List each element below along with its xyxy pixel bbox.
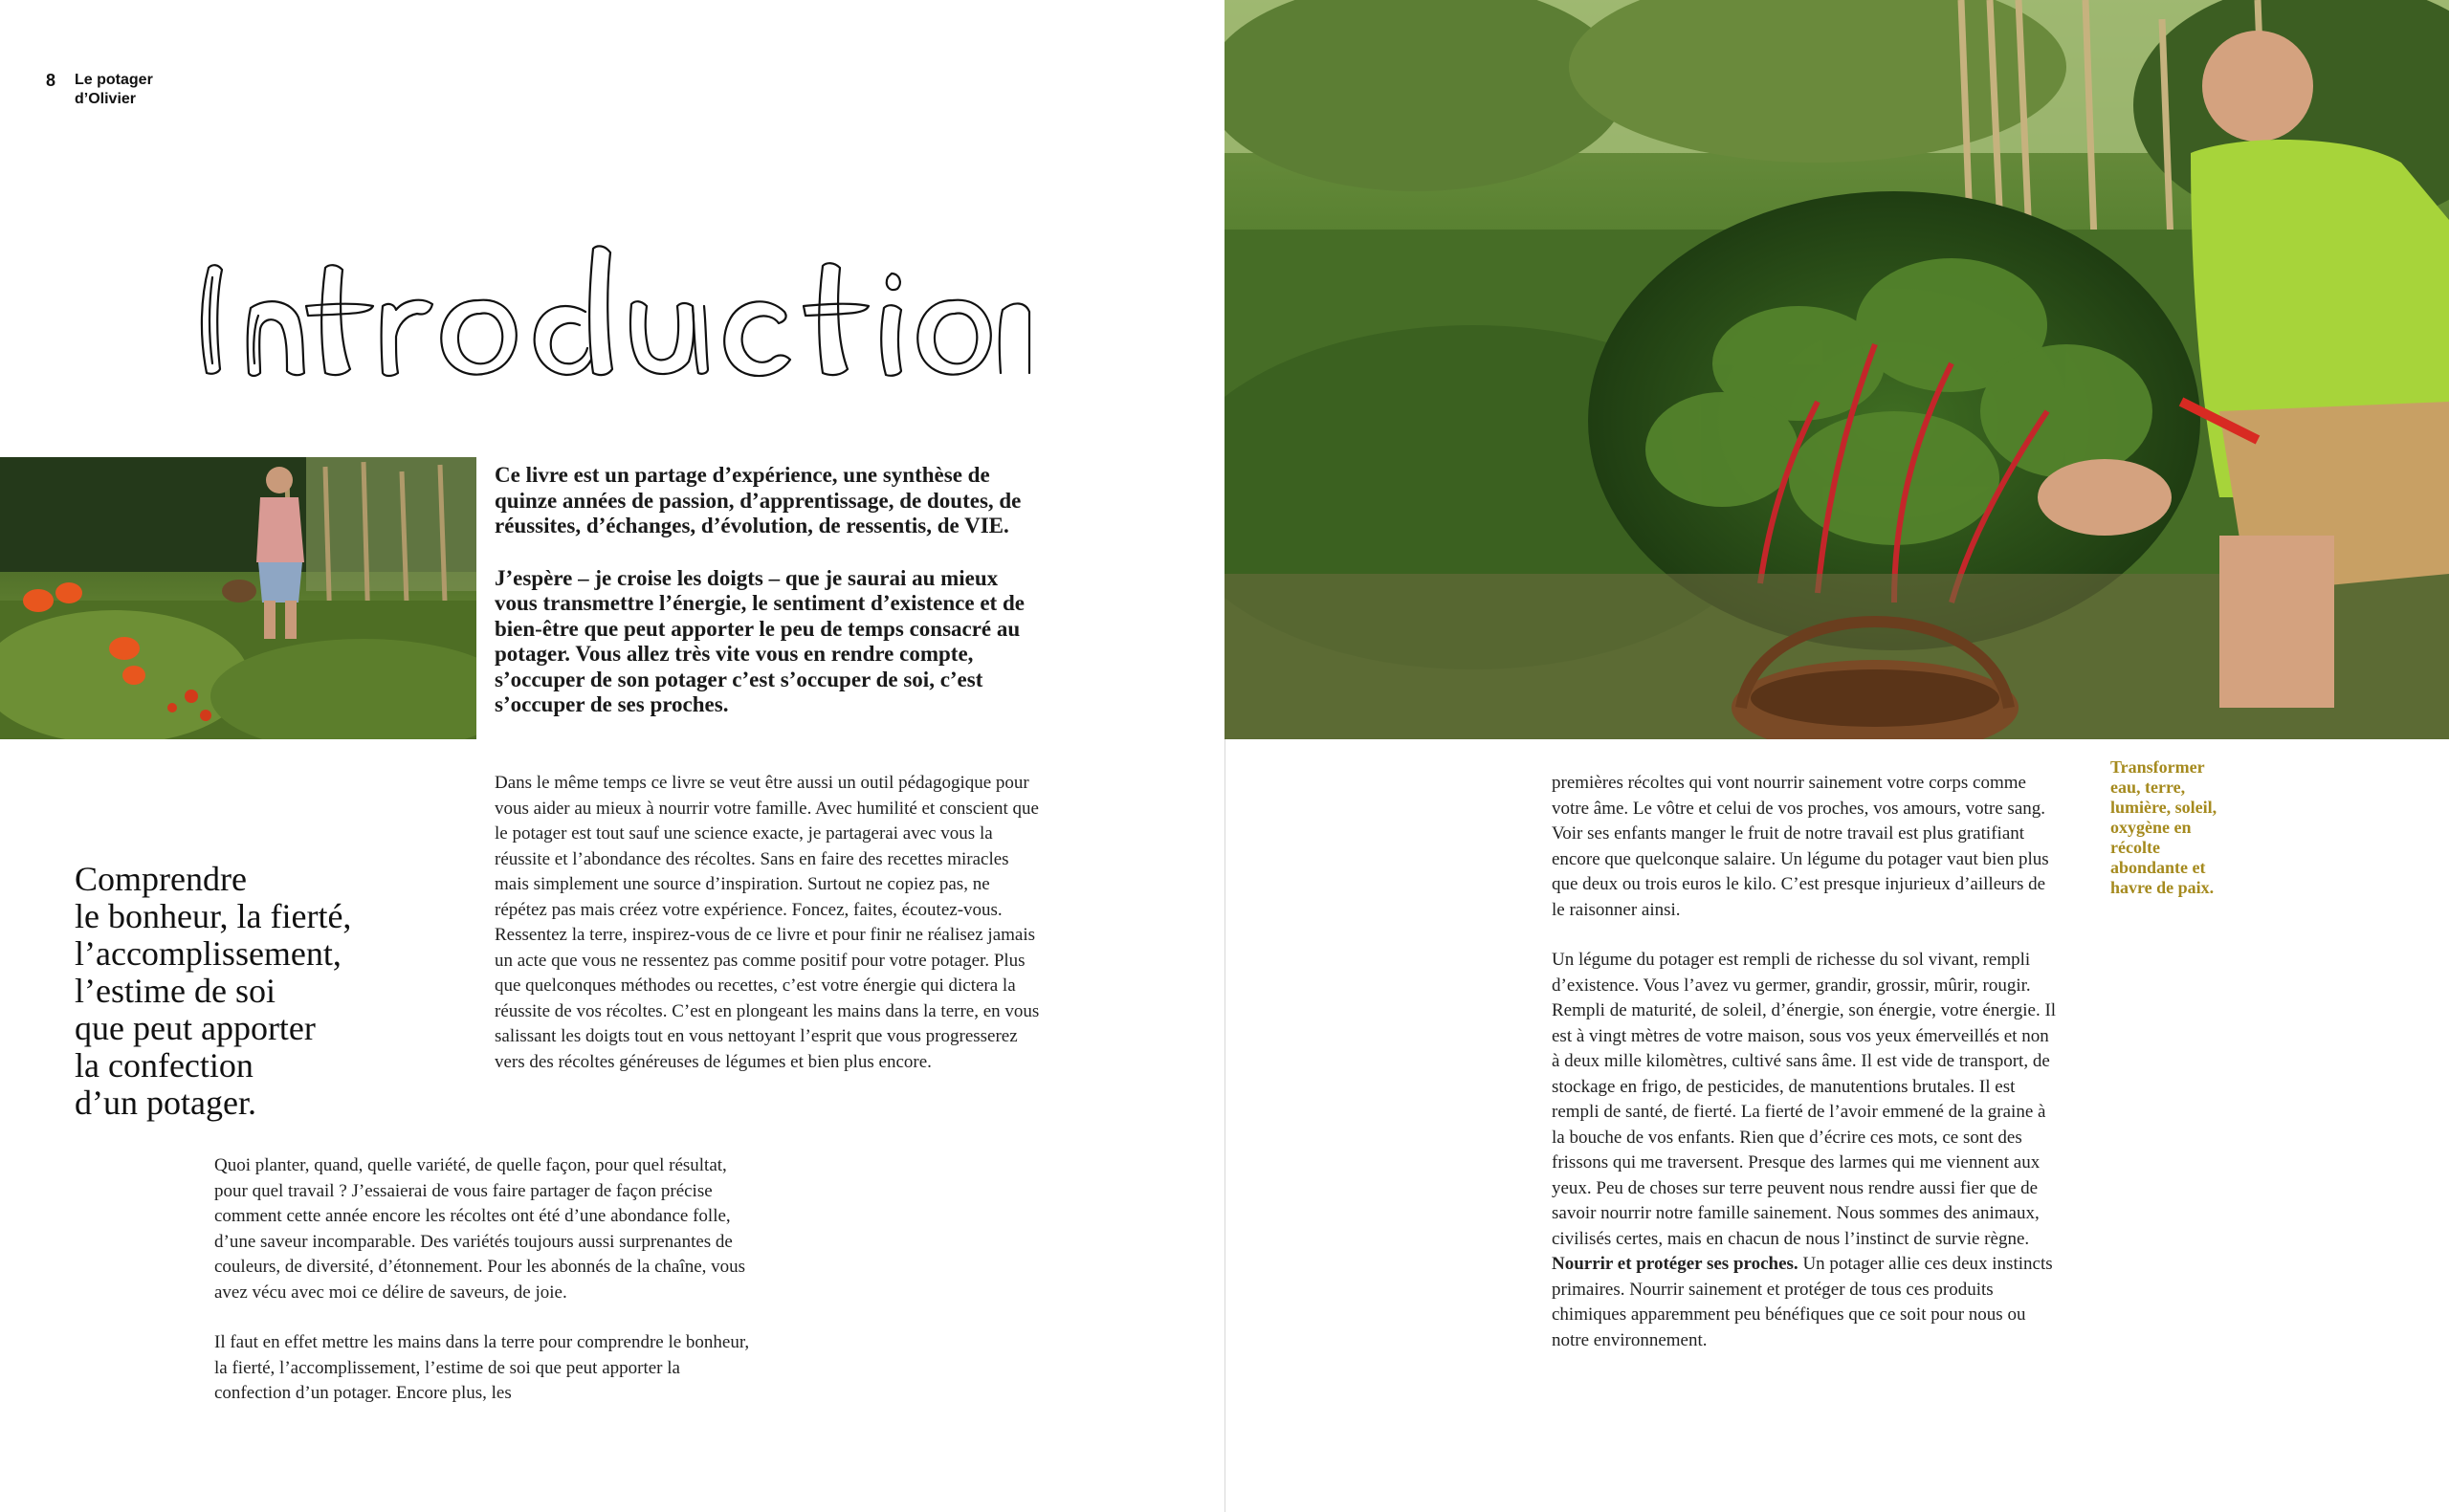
- lead-paragraph-1: Ce livre est un partage d’expérience, une synthèse de quinze années de passion, d’apprentissage, de doutes, de réussites, d’échanges, d’évolution, de ressentis, de VIE.: [495, 463, 1022, 537]
- body-paragraph: Il faut en effet mettre les mains dans la terre pour comprendre le bonheur, la fierté, l’accomplissement, l’estime de soi que peut apporter la confection d’un potager. Encore plus, les: [214, 1332, 750, 1403]
- pull-quote-line: l’accomplissement,: [75, 934, 342, 973]
- chapter-title: [191, 230, 1033, 392]
- body-paragraph: [1552, 948, 2059, 1353]
- body-column-a: [495, 771, 1040, 1100]
- body-column-b: [214, 1153, 750, 1432]
- body-text-run: Un potager allie ces deux instincts primaires. Nourrir sainement et protéger de tous ces produits chimiques apparemment peu bénéfiques que ce soit pour nous ou notre environnement.: [1552, 1254, 2053, 1350]
- pull-quote-line: le bonheur, la fierté,: [75, 897, 352, 935]
- pull-quote-line: la confection: [75, 1046, 254, 1085]
- gardener-photo-small: [0, 457, 476, 739]
- body-column-c: [1552, 771, 2059, 1378]
- lead-text: [495, 463, 1045, 745]
- pull-quote-line: d’un potager.: [75, 1084, 256, 1122]
- left-page: [0, 0, 1224, 1512]
- body-paragraph: premières récoltes qui vont nourrir sainement votre corps comme votre âme. Le vôtre et celui de vos proches, vos amours, votre sang. Voir ses enfants manger le fruit de notre travail est plus gratifiant encore que quelconque salaire. Un légume du potager vaut bien plus que deux ou trois euros le kilo. C’est presque injurieux d’ailleurs de le raisonner ainsi.: [1552, 773, 2049, 920]
- pull-quote-line: l’estime de soi: [75, 972, 276, 1010]
- body-text-run: Un légume du potager est rempli de richesse du sol vivant, rempli d’existence. Vous l’avez vu germer, grandir, grossir, mûrir, rougir. Rempli de maturité, de soleil, d’énergie, son énergie, votre énergie. Il est à vingt mètres de votre maison, sous vos yeux émerveillés et non à deux mille kilomètres, cultivé sans âme. Il est vide de transport, de stockage en frigo, de pesticides, de manutentions brutales. Il est rempli de santé, de fierté. La fierté de l’avoir emmené de la graine à la bouche de vos enfants. Rien que d’écrire ces mots, ce sont des frissons qui me traversent. Presque des larmes qui me viennent aux yeux. Peu de choses sur terre peuvent nous rendre aussi fier que de savoir nourrir notre famille sainement. Nous sommes des animaux, civilisés certes, mais en chacun de nous l’instinct de survie règne.: [1552, 950, 2057, 1249]
- pull-quote: [75, 861, 438, 1122]
- running-title: Le potager d’Olivier: [75, 72, 153, 107]
- margin-note: Transformer eau, terre, lumière, soleil, oxygène en récolte abondante et havre de paix.: [2110, 757, 2217, 897]
- pull-quote-line: Comprendre: [75, 860, 247, 898]
- body-paragraph: Dans le même temps ce livre se veut être aussi un outil pédagogique pour vous aider au mieux à nourrir votre famille. Avec humilité et conscient que le potager est tout sauf une science exacte, je partagerai avec vous la réussite et l’abondance des récoltes. Sans en faire des recettes miracles mais simplement une source d’inspiration. Surtout ne copiez pas, ne répétez pas mais créez votre expérience. Foncez, faites, écoutez-vous. Ressentez la terre, inspirez-vous de ce livre et pour finir ne réalisez jamais un acte que vous ne ressentez pas comme positif pour votre potager. Plus que quelconques méthodes ou recettes, c’est votre énergie qui dictera la réussite de vos récoltes. C’est en plongeant les mains dans la terre, en vous salissant les doigts tout en vous nettoyant l’esprit que vous progresserez vers des récoltes généreuses de légumes et bien plus encore.: [495, 773, 1040, 1072]
- body-paragraph: Quoi planter, quand, quelle variété, de quelle façon, pour quel résultat, pour quel travail ? J’essaierai de vous faire partager de façon précise comment cette année encore les récoltes ont été d’une abondance folle, d’une saveur incomparable. Des variétés toujours aussi surprenantes de couleurs, de diversité, d’étonnement. Pour les abonnés de la chaîne, vous avez vécu avec moi ce délire de saveurs, de joie.: [214, 1155, 746, 1303]
- pull-quote-line: que peut apporter: [75, 1009, 316, 1047]
- lead-paragraph-2: J’espère – je croise les doigts – que je saurai au mieux vous transmettre l’énergie, le sentiment d’existence et de bien-être que peut apporter le peu de temps consacré au potager. Vous allez très vite vous en rendre compte, s’occuper de son potager c’est s’occuper de soi, c’est s’occuper de ses proches.: [495, 565, 1025, 716]
- page-number: 8: [46, 71, 56, 90]
- emphasis-text: Nourrir et protéger ses proches.: [1552, 1254, 1798, 1274]
- chapter-title-lettering: [191, 230, 1033, 392]
